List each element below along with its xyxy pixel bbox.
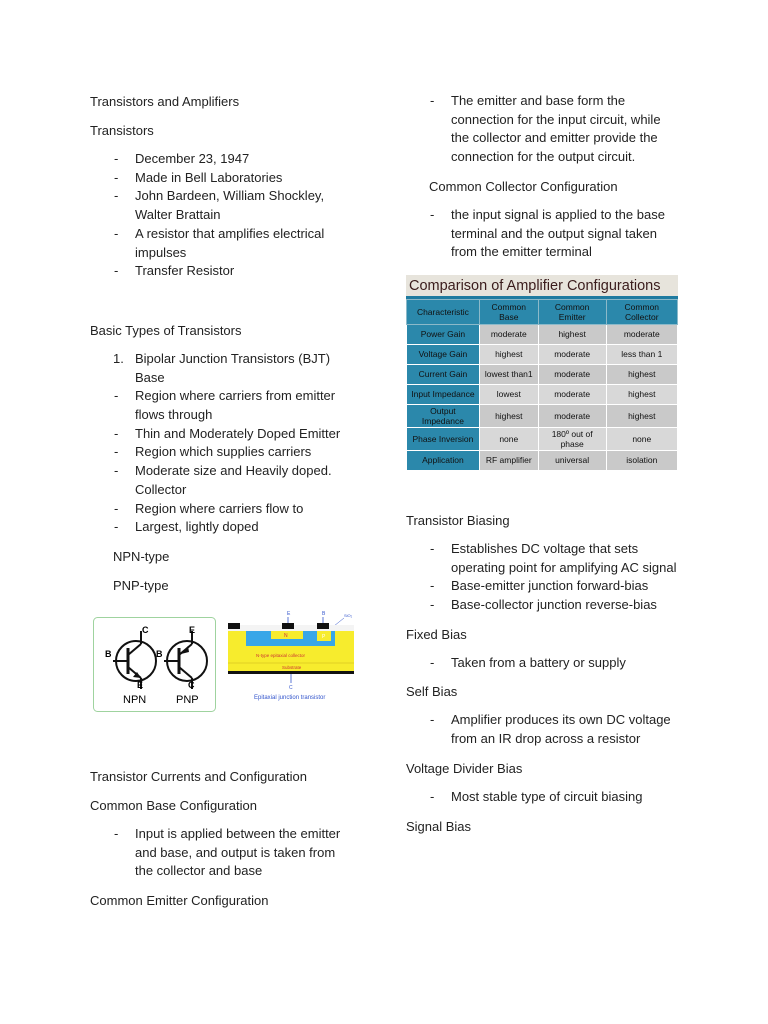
row-header: Output Impedance (407, 404, 480, 427)
pnp-type-label: PNP-type (113, 577, 169, 593)
table-row (407, 427, 678, 450)
base-terminal-label: B (322, 610, 326, 617)
emitter-terminal-label: E (287, 610, 291, 617)
fixed-bias-list (406, 654, 681, 673)
list-item: - Establishes DC voltage that sets operating point for amplifying AC signal (406, 540, 681, 577)
list-item: - Amplifier produces its own DC voltage from an IR drop across a resistor (406, 711, 681, 748)
table-row (407, 384, 678, 404)
substrate-label: Substrate (282, 664, 302, 670)
pnp-collector-label: C (188, 679, 195, 690)
npn-emitter-label: E (137, 679, 144, 690)
table-cell: moderate (538, 404, 606, 427)
list-item: - Base-emitter junction forward-bias (406, 577, 681, 596)
heading-common-emitter: Common Emitter Configuration (90, 893, 269, 909)
heading-voltage-divider-bias: Voltage Divider Bias (406, 760, 523, 776)
pnp-base-label: B (156, 648, 163, 659)
table-row (407, 344, 678, 364)
table-cell: highest (606, 404, 677, 427)
list-item: - Base-collector junction reverse-bias (406, 596, 681, 615)
column-header: Common Emitter (538, 299, 606, 324)
p-region-label: P (322, 633, 326, 640)
table-cell: lowest than1 (479, 364, 538, 384)
list-item: - the input signal is applied to the base terminal and the output signal taken from the emitter terminal (406, 206, 681, 262)
transistor-facts-list (90, 150, 350, 281)
n-region-label: N (284, 632, 288, 639)
heading-common-collector: Common Collector Configuration (429, 178, 618, 194)
table-cell: isolation (606, 450, 677, 470)
row-header: Power Gain (407, 324, 480, 344)
list-item: - December 23, 1947 (90, 150, 350, 169)
heading-self-bias: Self Bias (406, 684, 458, 700)
table-cell: 180º out of phase (538, 427, 606, 450)
table-cell: moderate (538, 344, 606, 364)
self-bias-list (406, 711, 681, 748)
item-number: 1. (113, 350, 124, 366)
collector-terminal-label: C (289, 684, 293, 691)
column-header: Characteristic (407, 299, 480, 324)
sio2-label: SiO₂ (344, 612, 353, 618)
doc-title: Transistors and Amplifiers (90, 94, 240, 109)
list-item: - Made in Bell Laboratories (90, 169, 350, 188)
table-cell: moderate (479, 324, 538, 344)
table-row (407, 364, 678, 384)
column-header: Common Collector (606, 299, 677, 324)
table-row (407, 404, 678, 427)
left-column (90, 92, 353, 910)
heading-transistors: Transistors (90, 123, 154, 138)
npn-base-label: B (105, 648, 112, 659)
list-item: - Region which supplies carriers (90, 443, 350, 462)
table-cell: moderate (538, 384, 606, 404)
table-cell: highest (538, 324, 606, 344)
row-header: Input Impedance (407, 384, 480, 404)
list-item: - A resistor that amplifies electrical impulses (90, 225, 350, 262)
table-cell: universal (538, 450, 606, 470)
row-header: Application (407, 450, 480, 470)
bjt-regions-list (90, 387, 350, 537)
table-header-row (407, 299, 678, 324)
common-base-list (90, 825, 350, 881)
item-text: Bipolar Junction Transistors (BJT) Base (135, 350, 331, 385)
heading-common-base: Common Base Configuration (90, 797, 257, 813)
table-cell: less than 1 (606, 344, 677, 364)
heading-signal-bias: Signal Bias (406, 818, 472, 834)
row-header: Phase Inversion (407, 427, 480, 450)
list-item: - Largest, lightly doped (90, 518, 350, 537)
table-title: Comparison of Amplifier Configurations (406, 275, 678, 299)
biasing-list (406, 540, 681, 615)
collector-region-label: N-type epitaxial collector (256, 652, 306, 658)
list-item: - Transfer Resistor (90, 262, 350, 281)
numbered-item (90, 350, 350, 387)
list-item: - John Bardeen, William Shockley, Walter Brattain (90, 187, 350, 224)
list-item: - Region where carriers from emitter flows through (90, 387, 350, 424)
transistor-figures (90, 610, 353, 722)
heading-fixed-bias: Fixed Bias (406, 626, 467, 642)
voltage-divider-list (406, 788, 681, 807)
figure-caption: Epitaxial junction transistor (254, 694, 326, 701)
heading-currents-configuration: Transistor Currents and Configuration (90, 768, 308, 784)
list-item: - The emitter and base form the connection for the input circuit, while the collector and emitter provide the connection for the output circuit. (406, 92, 681, 167)
comparison-grid (406, 299, 678, 471)
table-cell: none (606, 427, 677, 450)
epitaxial-transistor-figure (226, 607, 356, 707)
common-emitter-list (406, 92, 681, 167)
column-header: Common Base (479, 299, 538, 324)
right-column (406, 92, 681, 836)
table-cell: highest (606, 364, 677, 384)
table-cell: RF amplifier (479, 450, 538, 470)
table-row (407, 324, 678, 344)
list-item: - Most stable type of circuit biasing (406, 788, 681, 807)
pnp-label: PNP (176, 693, 199, 706)
list-item: - Thin and Moderately Doped Emitter (90, 425, 350, 444)
row-header: Current Gain (407, 364, 480, 384)
npn-type-label: NPN-type (113, 548, 170, 564)
table-row (407, 450, 678, 470)
row-header: Voltage Gain (407, 344, 480, 364)
npn-collector-label: C (142, 624, 149, 635)
table-cell: highest (606, 384, 677, 404)
npn-pnp-symbols-figure (93, 617, 217, 713)
pnp-emitter-label: E (189, 624, 196, 635)
list-item: - Moderate size and Heavily doped. Collector (90, 462, 350, 499)
table-cell: highest (479, 344, 538, 364)
table-cell: highest (479, 404, 538, 427)
table-cell: moderate (538, 364, 606, 384)
table-cell: lowest (479, 384, 538, 404)
heading-transistor-biasing: Transistor Biasing (406, 512, 510, 528)
heading-basic-types: Basic Types of Transistors (90, 322, 242, 338)
list-item: - Region where carriers flow to (90, 500, 350, 519)
list-item: - Taken from a battery or supply (406, 654, 681, 673)
table-cell: none (479, 427, 538, 450)
amplifier-comparison-table (406, 275, 678, 471)
common-collector-list (406, 206, 681, 262)
table-cell: moderate (606, 324, 677, 344)
npn-label: NPN (123, 693, 147, 706)
list-item: - Input is applied between the emitter and base, and output is taken from the collector and base (90, 825, 350, 881)
